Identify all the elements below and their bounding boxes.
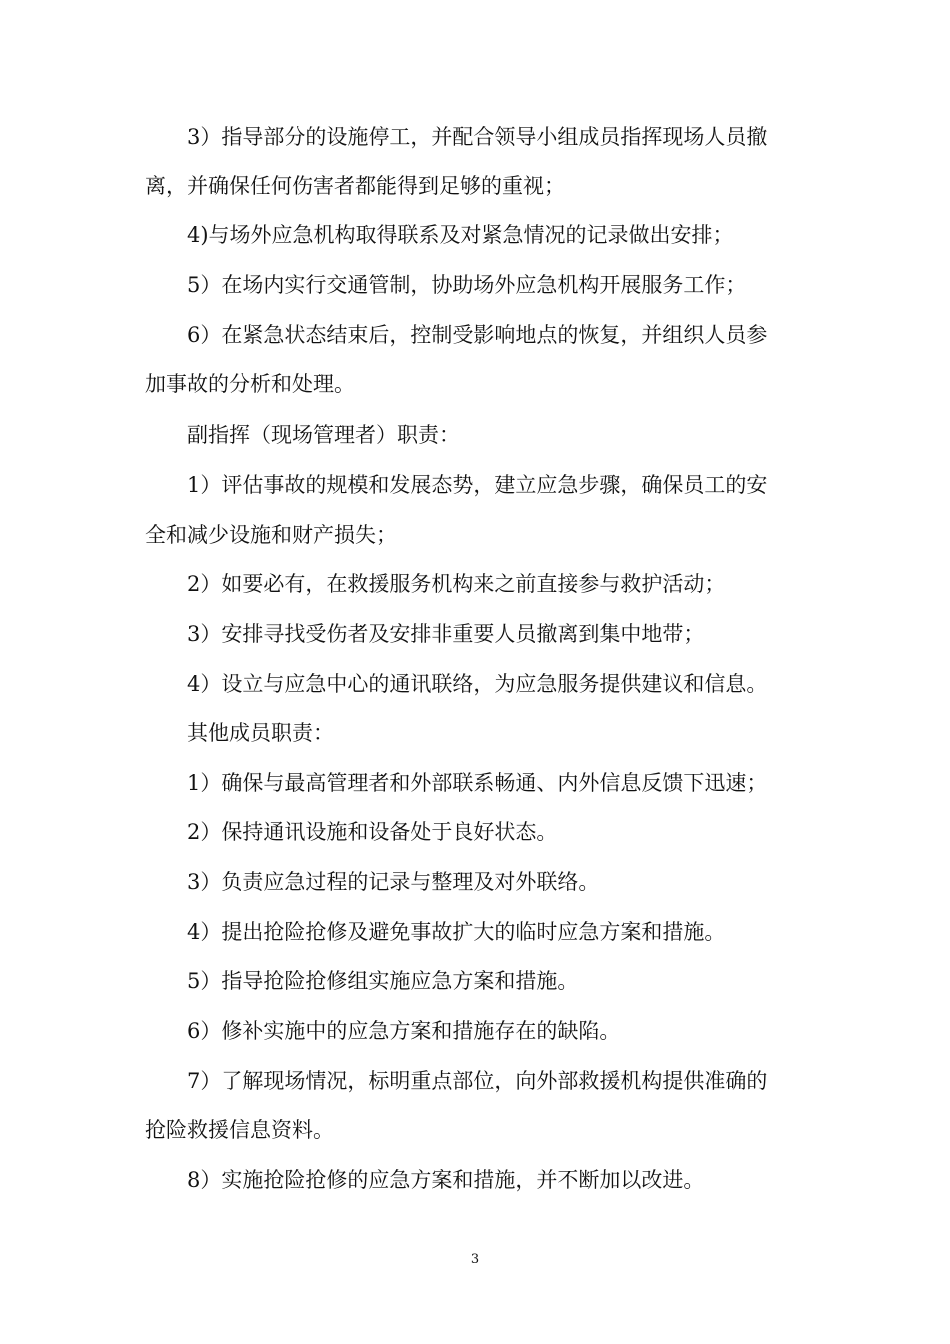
text-line: 抢险救援信息资料。: [145, 1118, 334, 1142]
text-line: 2）如要必有，在救援服务机构来之前直接参与救护活动；: [187, 572, 726, 596]
text-line: 1）评估事故的规模和发展态势，建立应急步骤，确保员工的安: [187, 473, 768, 497]
text-line: 1）确保与最高管理者和外部联系畅通、内外信息反馈下迅速；: [187, 771, 768, 795]
section-heading: 副指挥（现场管理者）职责：: [187, 423, 460, 447]
text-line: 全和减少设施和财产损失；: [145, 523, 397, 547]
text-line: 8）实施抢险抢修的应急方案和措施，并不断加以改进。: [187, 1168, 705, 1192]
text-line: 6）在紧急状态结束后，控制受影响地点的恢复，并组织人员参: [187, 323, 768, 347]
text-line: 4）设立与应急中心的通讯联络，为应急服务提供建议和信息。: [187, 672, 768, 696]
text-line: 5）指导抢险抢修组实施应急方案和措施。: [187, 969, 579, 993]
text-line: 3）指导部分的设施停工，并配合领导小组成员指挥现场人员撤: [187, 125, 768, 149]
text-line: 加事故的分析和处理。: [145, 372, 355, 396]
text-line: 3）负责应急过程的记录与整理及对外联络。: [187, 870, 600, 894]
text-line: 2）保持通讯设施和设备处于良好状态。: [187, 820, 558, 844]
text-line: 7）了解现场情况，标明重点部位，向外部救援机构提供准确的: [187, 1069, 768, 1093]
text-line: 6）修补实施中的应急方案和措施存在的缺陷。: [187, 1019, 621, 1043]
text-line: 3）安排寻找受伤者及安排非重要人员撤离到集中地带；: [187, 622, 705, 646]
text-line: 离，并确保任何伤害者都能得到足够的重视；: [145, 174, 565, 198]
text-line: 4)与场外应急机构取得联系及对紧急情况的记录做出安排；: [187, 223, 734, 247]
text-line: 4）提出抢险抢修及避免事故扩大的临时应急方案和措施。: [187, 920, 726, 944]
page-number: 3: [470, 1252, 480, 1267]
text-line: 5）在场内实行交通管制，协助场外应急机构开展服务工作；: [187, 273, 747, 297]
section-heading: 其他成员职责：: [187, 721, 334, 745]
